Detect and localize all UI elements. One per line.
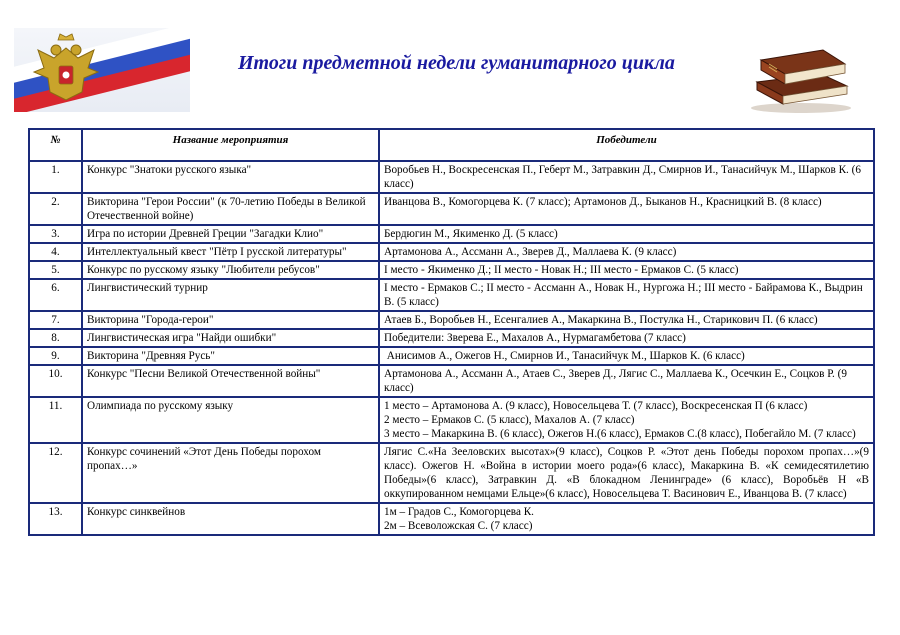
event-name: Конкурс "Знатоки русского языка" (82, 161, 379, 193)
column-header-number: № (29, 129, 82, 161)
row-number: 8. (29, 329, 82, 347)
event-name: Конкурс "Песни Великой Отечественной войны" (82, 365, 379, 397)
event-name: Лингвистический турнир (82, 279, 379, 311)
winners-text: Артамонова А., Ассманн А., Атаев С., Зверев Д., Лягис С., Маллаева К., Осечкин Е., Соцков Р. (9 класс) (384, 368, 847, 394)
table-row (29, 193, 874, 225)
row-number: 5. (29, 261, 82, 279)
winners-text: 3 место – Макаркина В. (6 класс), Ожегов Н.(6 класс), Ермаков С.(8 класс), Побегайло М. (7 класс) (384, 428, 856, 440)
page-header (0, 0, 900, 120)
winners-text: Победители: Зверева Е., Махалов А., Нурмагамбетова (7 класс) (384, 332, 686, 344)
row-number: 2. (29, 193, 82, 225)
russia-emblem-icon (14, 28, 190, 112)
winners-text: Бердюгин М., Якименко Д. (5 класс) (384, 228, 558, 240)
table-row (29, 503, 874, 535)
row-number: 7. (29, 311, 82, 329)
winners-text: I место - Ермаков С.; II место - Ассманн А., Новак Н., Нургожа Н.; III место - Байрамова К., Выдрин В. (5 класс) (384, 282, 863, 308)
event-name: Интеллектуальный квест "Пётр I русской литературы" (82, 243, 379, 261)
event-name: Олимпиада по русскому языку (82, 397, 379, 443)
winners-text: Иванцова В., Комогорцева К. (7 класс); Артамонов Д., Быканов Н., Красницкий В. (8 класс) (384, 196, 822, 208)
winners-cell (379, 365, 874, 397)
row-number: 13. (29, 503, 82, 535)
event-name: Конкурс сочинений «Этот День Победы порохом пропах…» (82, 443, 379, 503)
winners-text: 1м – Градов С., Комогорцева К. (384, 506, 534, 518)
winners-text: 2 место – Ермаков С. (5 класс), Махалов А. (7 класс) (384, 414, 635, 426)
winners-cell (379, 443, 874, 503)
row-number: 4. (29, 243, 82, 261)
row-number: 12. (29, 443, 82, 503)
table-row (29, 311, 874, 329)
row-number: 1. (29, 161, 82, 193)
event-name: Конкурс по русскому языку "Любители ребусов" (82, 261, 379, 279)
column-header-winners: Победители (379, 129, 874, 161)
double-headed-eagle-icon (24, 28, 108, 112)
winners-cell (379, 243, 874, 261)
table-row (29, 397, 874, 443)
event-name: Викторина "Города-герои" (82, 311, 379, 329)
row-number: 9. (29, 347, 82, 365)
results-table (28, 128, 875, 536)
winners-cell (379, 225, 874, 243)
row-number: 10. (29, 365, 82, 397)
winners-cell (379, 347, 874, 365)
winners-text: I место - Якименко Д.; II место - Новак Н.; III место - Ермаков С. (5 класс) (384, 264, 739, 276)
table-row (29, 329, 874, 347)
table-row (29, 261, 874, 279)
winners-cell (379, 193, 874, 225)
event-name: Конкурс синквейнов (82, 503, 379, 535)
winners-cell (379, 161, 874, 193)
column-header-event: Название мероприятия (82, 129, 379, 161)
table-row (29, 443, 874, 503)
winners-text: Анисимов А., Ожегов Н., Смирнов И., Танасийчук М., Шарков К. (6 класс) (384, 350, 745, 362)
winners-cell (379, 311, 874, 329)
table-row (29, 347, 874, 365)
table-row (29, 279, 874, 311)
row-number: 11. (29, 397, 82, 443)
winners-cell (379, 279, 874, 311)
winners-cell (379, 397, 874, 443)
winners-text: Артамонова А., Ассманн А., Зверев Д., Маллаева К. (9 класс) (384, 246, 677, 258)
event-name: Викторина "Герои России" (к 70-летию Победы в Великой Отечественной войне) (82, 193, 379, 225)
table-row (29, 243, 874, 261)
winners-cell (379, 503, 874, 535)
page-title: Итоги предметной недели гуманитарного цикла (238, 52, 675, 74)
event-name: Лингвистическая игра "Найди ошибки" (82, 329, 379, 347)
winners-text: Лягис С.«На Зееловских высотах»(9 класс), Соцков Р. «Этот день Победы порохом пропах…»(9 класс). Ожегов Н. «Война в истории моего рода»(6 класс), Макаркина В. «К семидесятилетию Победы»(6 класс), Затравкин Д. «В блокадном Ленинграде» (6 класс), Воробьёв Н «В оккупированном немцами Ельце»(6 класс), Новосельцева Т. Васинович Е., Иванцова В. (7 класс) (384, 446, 869, 500)
table-header-row (29, 129, 874, 161)
event-name: Викторина "Древняя Русь" (82, 347, 379, 365)
winners-cell (379, 261, 874, 279)
books-icon (743, 38, 855, 114)
winners-cell (379, 329, 874, 347)
table-row (29, 161, 874, 193)
table-row (29, 365, 874, 397)
table-row (29, 225, 874, 243)
winners-text: 2м – Всеволожская С. (7 класс) (384, 520, 533, 532)
row-number: 6. (29, 279, 82, 311)
event-name: Игра по истории Древней Греции "Загадки Клио" (82, 225, 379, 243)
winners-text: Воробьев Н., Воскресенская П., Геберт М., Затравкин Д., Смирнов И., Танасийчук М., Шарков К. (6 класс) (384, 164, 861, 190)
winners-text: Атаев Б., Воробьев Н., Есенгалиев А., Макаркина В., Постулка Н., Старикович П. (6 класс) (384, 314, 818, 326)
row-number: 3. (29, 225, 82, 243)
winners-text: 1 место – Артамонова А. (9 класс), Новосельцева Т. (7 класс), Воскресенская П (6 класс) (384, 400, 808, 412)
